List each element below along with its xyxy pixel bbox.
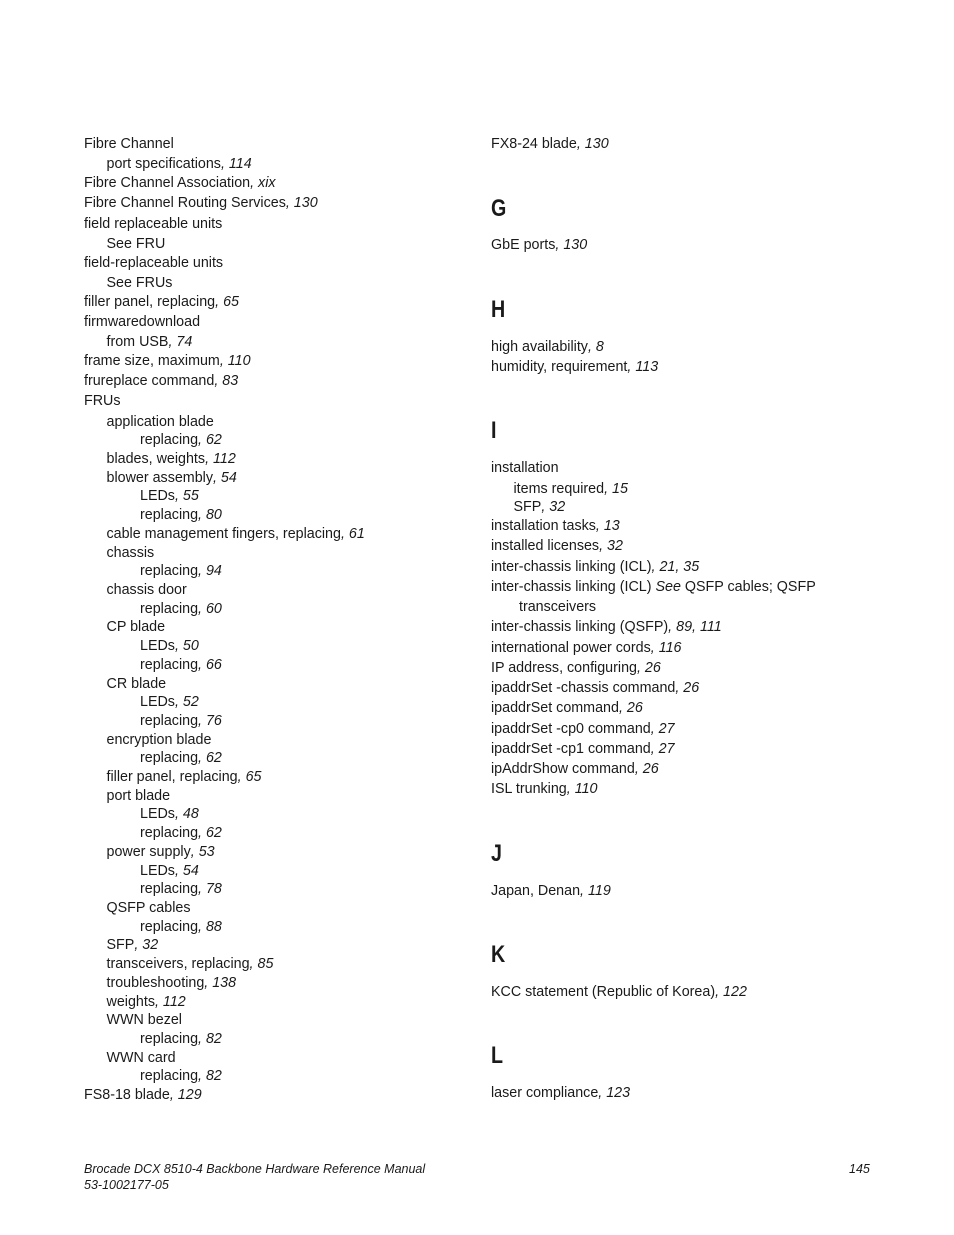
- index-entry: [140, 637, 199, 655]
- index-entry: [107, 155, 252, 173]
- index-page-ref: , 54: [174, 863, 199, 879]
- index-term: blades, weights: [106, 451, 206, 467]
- index-page-ref: , 123: [598, 1085, 631, 1101]
- index-page-ref: , 129: [169, 1087, 202, 1103]
- index-entry: [107, 544, 155, 562]
- index-page-ref: , 21, 35: [651, 559, 700, 575]
- index-page-ref: , 50: [174, 638, 199, 654]
- index-entry: [107, 413, 214, 431]
- index-entry: [140, 918, 222, 936]
- index-page-ref: , 52: [174, 694, 199, 710]
- index-term: inter-chassis linking (ICL): [491, 579, 656, 595]
- index-page-ref: , 130: [576, 136, 609, 152]
- footer-page-number: 145: [849, 1162, 870, 1176]
- index-entry: [107, 675, 167, 693]
- index-page-ref: , 88: [198, 919, 222, 935]
- index-page-ref: , 61: [340, 526, 365, 542]
- index-page-ref: , 110: [566, 781, 598, 797]
- index-page-ref: , 26: [636, 660, 661, 676]
- index-term: ipaddrSet -cp0 command: [491, 721, 651, 737]
- index-entry: [491, 236, 587, 254]
- index-entry: [107, 768, 262, 786]
- index-page-ref: , 8: [587, 339, 604, 355]
- index-term: replacing: [140, 750, 199, 766]
- index-term: blower assembly: [106, 470, 213, 486]
- index-term: Fibre Channel: [84, 136, 174, 152]
- index-entry: [491, 659, 661, 677]
- index-page-ref: , 32: [541, 499, 566, 515]
- index-page-ref: , 82: [198, 1068, 222, 1084]
- index-entry: [107, 235, 166, 253]
- index-page-ref: , 74: [168, 334, 193, 350]
- index-term: transceivers: [519, 599, 597, 615]
- index-term: See FRU: [106, 236, 166, 252]
- index-entry: [84, 215, 222, 233]
- index-page-ref: , 76: [198, 713, 222, 729]
- index-page-ref: , 119: [580, 883, 611, 899]
- index-page-ref: , 62: [198, 825, 222, 841]
- index-term: high availability: [491, 339, 588, 355]
- index-term: ipaddrSet -chassis command: [491, 680, 676, 696]
- index-term: FRUs: [84, 393, 121, 409]
- index-term: LEDs: [140, 806, 175, 822]
- index-term: Japan, Denan: [491, 883, 581, 899]
- index-term: replacing: [140, 432, 199, 448]
- index-entry: [140, 487, 199, 505]
- index-entry: [491, 639, 682, 657]
- index-page-ref: , 60: [198, 601, 222, 617]
- index-term: replacing: [140, 563, 199, 579]
- index-term: transceivers, replacing: [106, 956, 250, 972]
- index-term: WWN bezel: [106, 1012, 182, 1028]
- index-entry: [107, 525, 365, 543]
- index-term: ipaddrSet command: [491, 700, 619, 716]
- index-page-ref: , 80: [198, 507, 222, 523]
- index-term: replacing: [140, 1068, 199, 1084]
- index-term: replacing: [140, 825, 199, 841]
- index-term: frame size, maximum: [84, 353, 220, 369]
- index-term: ISL trunking: [491, 781, 567, 797]
- index-entry: [84, 293, 239, 311]
- index-entry: [107, 731, 212, 749]
- index-term: QSFP cables: [106, 900, 191, 916]
- index-term: field replaceable units: [84, 216, 223, 232]
- index-entry: [491, 358, 658, 376]
- index-entry: [140, 693, 199, 711]
- index-term: chassis: [106, 545, 155, 561]
- index-page-ref: , 114: [220, 156, 252, 172]
- index-page-ref: , 94: [198, 563, 222, 579]
- index-page-ref: , 89, 111: [668, 619, 722, 635]
- index-term: replacing: [140, 713, 199, 729]
- index-term: frureplace command: [84, 373, 215, 389]
- index-entry: [519, 598, 596, 616]
- index-term: filler panel, replacing: [84, 294, 216, 310]
- index-term: replacing: [140, 919, 199, 935]
- index-entry: [84, 1086, 202, 1104]
- index-entry: [107, 333, 193, 351]
- index-page-ref: , 62: [198, 750, 222, 766]
- index-section-letter: J: [491, 840, 502, 867]
- index-term: humidity, requirement: [491, 359, 628, 375]
- index-entry: [140, 749, 222, 767]
- index-term: power supply: [106, 844, 191, 860]
- index-term: laser compliance: [491, 1085, 599, 1101]
- index-entry: [107, 1011, 182, 1029]
- index-page-ref: , 54: [212, 470, 237, 486]
- index-page-ref: , 66: [198, 657, 222, 673]
- index-term: WWN card: [106, 1050, 176, 1066]
- index-term: firmwaredownload: [84, 314, 201, 330]
- index-page-ref: , 53: [190, 844, 215, 860]
- index-entry: [491, 618, 722, 636]
- index-term: application blade: [106, 414, 214, 430]
- index-term: ipAddrShow command: [491, 761, 635, 777]
- index-page-ref: , 26: [618, 700, 643, 716]
- index-term: LEDs: [140, 863, 175, 879]
- index-term: installation tasks: [491, 518, 596, 534]
- index-entry: [491, 338, 604, 356]
- index-entry: [107, 787, 171, 805]
- index-term: field-replaceable units: [84, 255, 224, 271]
- index-term: ipaddrSet -cp1 command: [491, 741, 651, 757]
- index-entry: [514, 498, 566, 516]
- index-section-letter: G: [491, 195, 507, 222]
- index-entry: [140, 506, 222, 524]
- index-page-ref: , 82: [198, 1031, 222, 1047]
- index-entry: [140, 880, 222, 898]
- index-term: LEDs: [140, 694, 175, 710]
- index-entry: [84, 392, 121, 410]
- index-page-ref: , 85: [249, 956, 274, 972]
- index-term: inter-chassis linking (ICL): [491, 559, 652, 575]
- index-term: replacing: [140, 657, 199, 673]
- index-entry: [107, 618, 166, 636]
- index-entry: [140, 712, 222, 730]
- index-entry: [107, 899, 191, 917]
- index-entry: [84, 135, 174, 153]
- index-term: SFP: [106, 937, 135, 953]
- index-page-ref: , 32: [134, 937, 159, 953]
- index-term: replacing: [140, 881, 199, 897]
- index-entry: [107, 974, 237, 992]
- index-entry: [491, 578, 816, 596]
- index-term: installation: [491, 460, 559, 476]
- index-entry: [140, 431, 222, 449]
- footer-doc-number: 53-1002177-05: [84, 1178, 169, 1192]
- index-entry: [140, 805, 199, 823]
- index-term: installed licenses: [491, 538, 600, 554]
- index-entry: [84, 352, 251, 370]
- index-entry: [491, 558, 699, 576]
- index-page-ref: , 32: [599, 538, 623, 554]
- index-page-ref: , 26: [634, 761, 659, 777]
- index-term: port blade: [106, 788, 171, 804]
- index-page-ref: , 65: [215, 294, 239, 310]
- index-entry: [491, 760, 659, 778]
- index-entry: [84, 313, 200, 331]
- index-entry: [107, 1049, 176, 1067]
- index-term: items required: [513, 481, 605, 497]
- index-entry: [514, 480, 628, 498]
- index-term: chassis door: [106, 582, 187, 598]
- index-term: replacing: [140, 507, 199, 523]
- index-entry: [140, 1067, 222, 1085]
- index-page-ref: , 15: [604, 481, 628, 497]
- index-term: CP blade: [106, 619, 166, 635]
- index-page-ref: , 122: [715, 984, 747, 1000]
- index-entry: [491, 679, 699, 697]
- index-term: Fibre Channel Association: [84, 175, 251, 191]
- index-term: replacing: [140, 1031, 199, 1047]
- index-entry: [107, 936, 159, 954]
- index-page-ref: , 130: [555, 237, 588, 253]
- index-term: international power cords: [491, 640, 651, 656]
- index-term: weights: [106, 994, 155, 1010]
- index-page-ref: , 13: [595, 518, 620, 534]
- index-entry: [491, 983, 747, 1001]
- index-page-ref: , 65: [237, 769, 262, 785]
- index-entry: [84, 174, 276, 192]
- index-term: See FRUs: [106, 275, 173, 291]
- index-section-letter: H: [491, 296, 506, 323]
- index-term: Fibre Channel Routing Services: [84, 195, 286, 211]
- index-entry: [140, 656, 222, 674]
- index-entry: [140, 1030, 222, 1048]
- index-see-reference: See: [655, 579, 681, 595]
- index-entry: [491, 882, 611, 900]
- index-entry: [107, 993, 186, 1011]
- index-page-ref: , 112: [205, 451, 236, 467]
- index-entry: [491, 459, 559, 477]
- index-entry: [491, 720, 675, 738]
- index-entry: [140, 600, 222, 618]
- index-term: port specifications: [106, 156, 221, 172]
- index-entry: [140, 862, 199, 880]
- index-term: GbE ports: [491, 237, 556, 253]
- index-entry: [140, 562, 222, 580]
- index-entry: [491, 780, 598, 798]
- index-entry: [84, 254, 223, 272]
- index-page-ref: , 78: [198, 881, 222, 897]
- index-page-ref: , 113: [627, 359, 659, 375]
- index-term: filler panel, replacing: [106, 769, 238, 785]
- index-entry: [84, 194, 318, 212]
- index-page-ref: , 62: [198, 432, 222, 448]
- index-term: replacing: [140, 601, 199, 617]
- index-page-ref: , 48: [174, 806, 199, 822]
- index-page-ref: , 112: [154, 994, 186, 1010]
- index-entry: [491, 517, 620, 535]
- index-term: cable management fingers, replacing: [106, 526, 341, 542]
- index-term: from USB: [106, 334, 169, 350]
- index-term: KCC statement (Republic of Korea): [491, 984, 716, 1000]
- index-term: FX8-24 blade: [491, 136, 577, 152]
- index-entry: [84, 372, 238, 390]
- index-term: CR blade: [106, 676, 167, 692]
- index-term: IP address, configuring: [491, 660, 637, 676]
- index-term: inter-chassis linking (QSFP): [491, 619, 669, 635]
- index-page-ref: , 116: [650, 640, 682, 656]
- index-page-ref: , xix: [250, 175, 276, 191]
- index-page-ref: , 138: [204, 975, 237, 991]
- index-term: encryption blade: [106, 732, 212, 748]
- footer-manual-title: Brocade DCX 8510-4 Backbone Hardware Reference Manual: [84, 1162, 426, 1176]
- index-entry: [491, 1084, 630, 1102]
- index-entry: [107, 469, 237, 487]
- index-term: LEDs: [140, 638, 175, 654]
- index-page-ref: , 130: [285, 195, 318, 211]
- index-page-ref: , 110: [219, 353, 251, 369]
- index-entry: [491, 537, 623, 555]
- index-entry: [491, 740, 675, 758]
- index-page-ref: , 26: [675, 680, 700, 696]
- index-entry: [107, 843, 215, 861]
- index-term: LEDs: [140, 488, 175, 504]
- index-entry: [107, 274, 173, 292]
- index-see-target: QSFP cables; QSFP: [680, 579, 816, 595]
- index-entry: [107, 955, 274, 973]
- index-section-letter: K: [491, 941, 506, 968]
- index-page-ref: , 27: [650, 741, 675, 757]
- index-page-ref: , 55: [174, 488, 199, 504]
- index-entry: [107, 450, 236, 468]
- index-section-letter: L: [491, 1042, 504, 1069]
- index-entry: [140, 824, 222, 842]
- index-term: FS8-18 blade: [84, 1087, 170, 1103]
- index-entry: [107, 581, 187, 599]
- index-page-ref: , 83: [214, 373, 239, 389]
- index-entry: [491, 699, 643, 717]
- index-term: troubleshooting: [106, 975, 205, 991]
- index-section-letter: I: [491, 417, 497, 444]
- index-page-ref: , 27: [650, 721, 675, 737]
- index-entry: [491, 135, 609, 153]
- index-term: SFP: [513, 499, 542, 515]
